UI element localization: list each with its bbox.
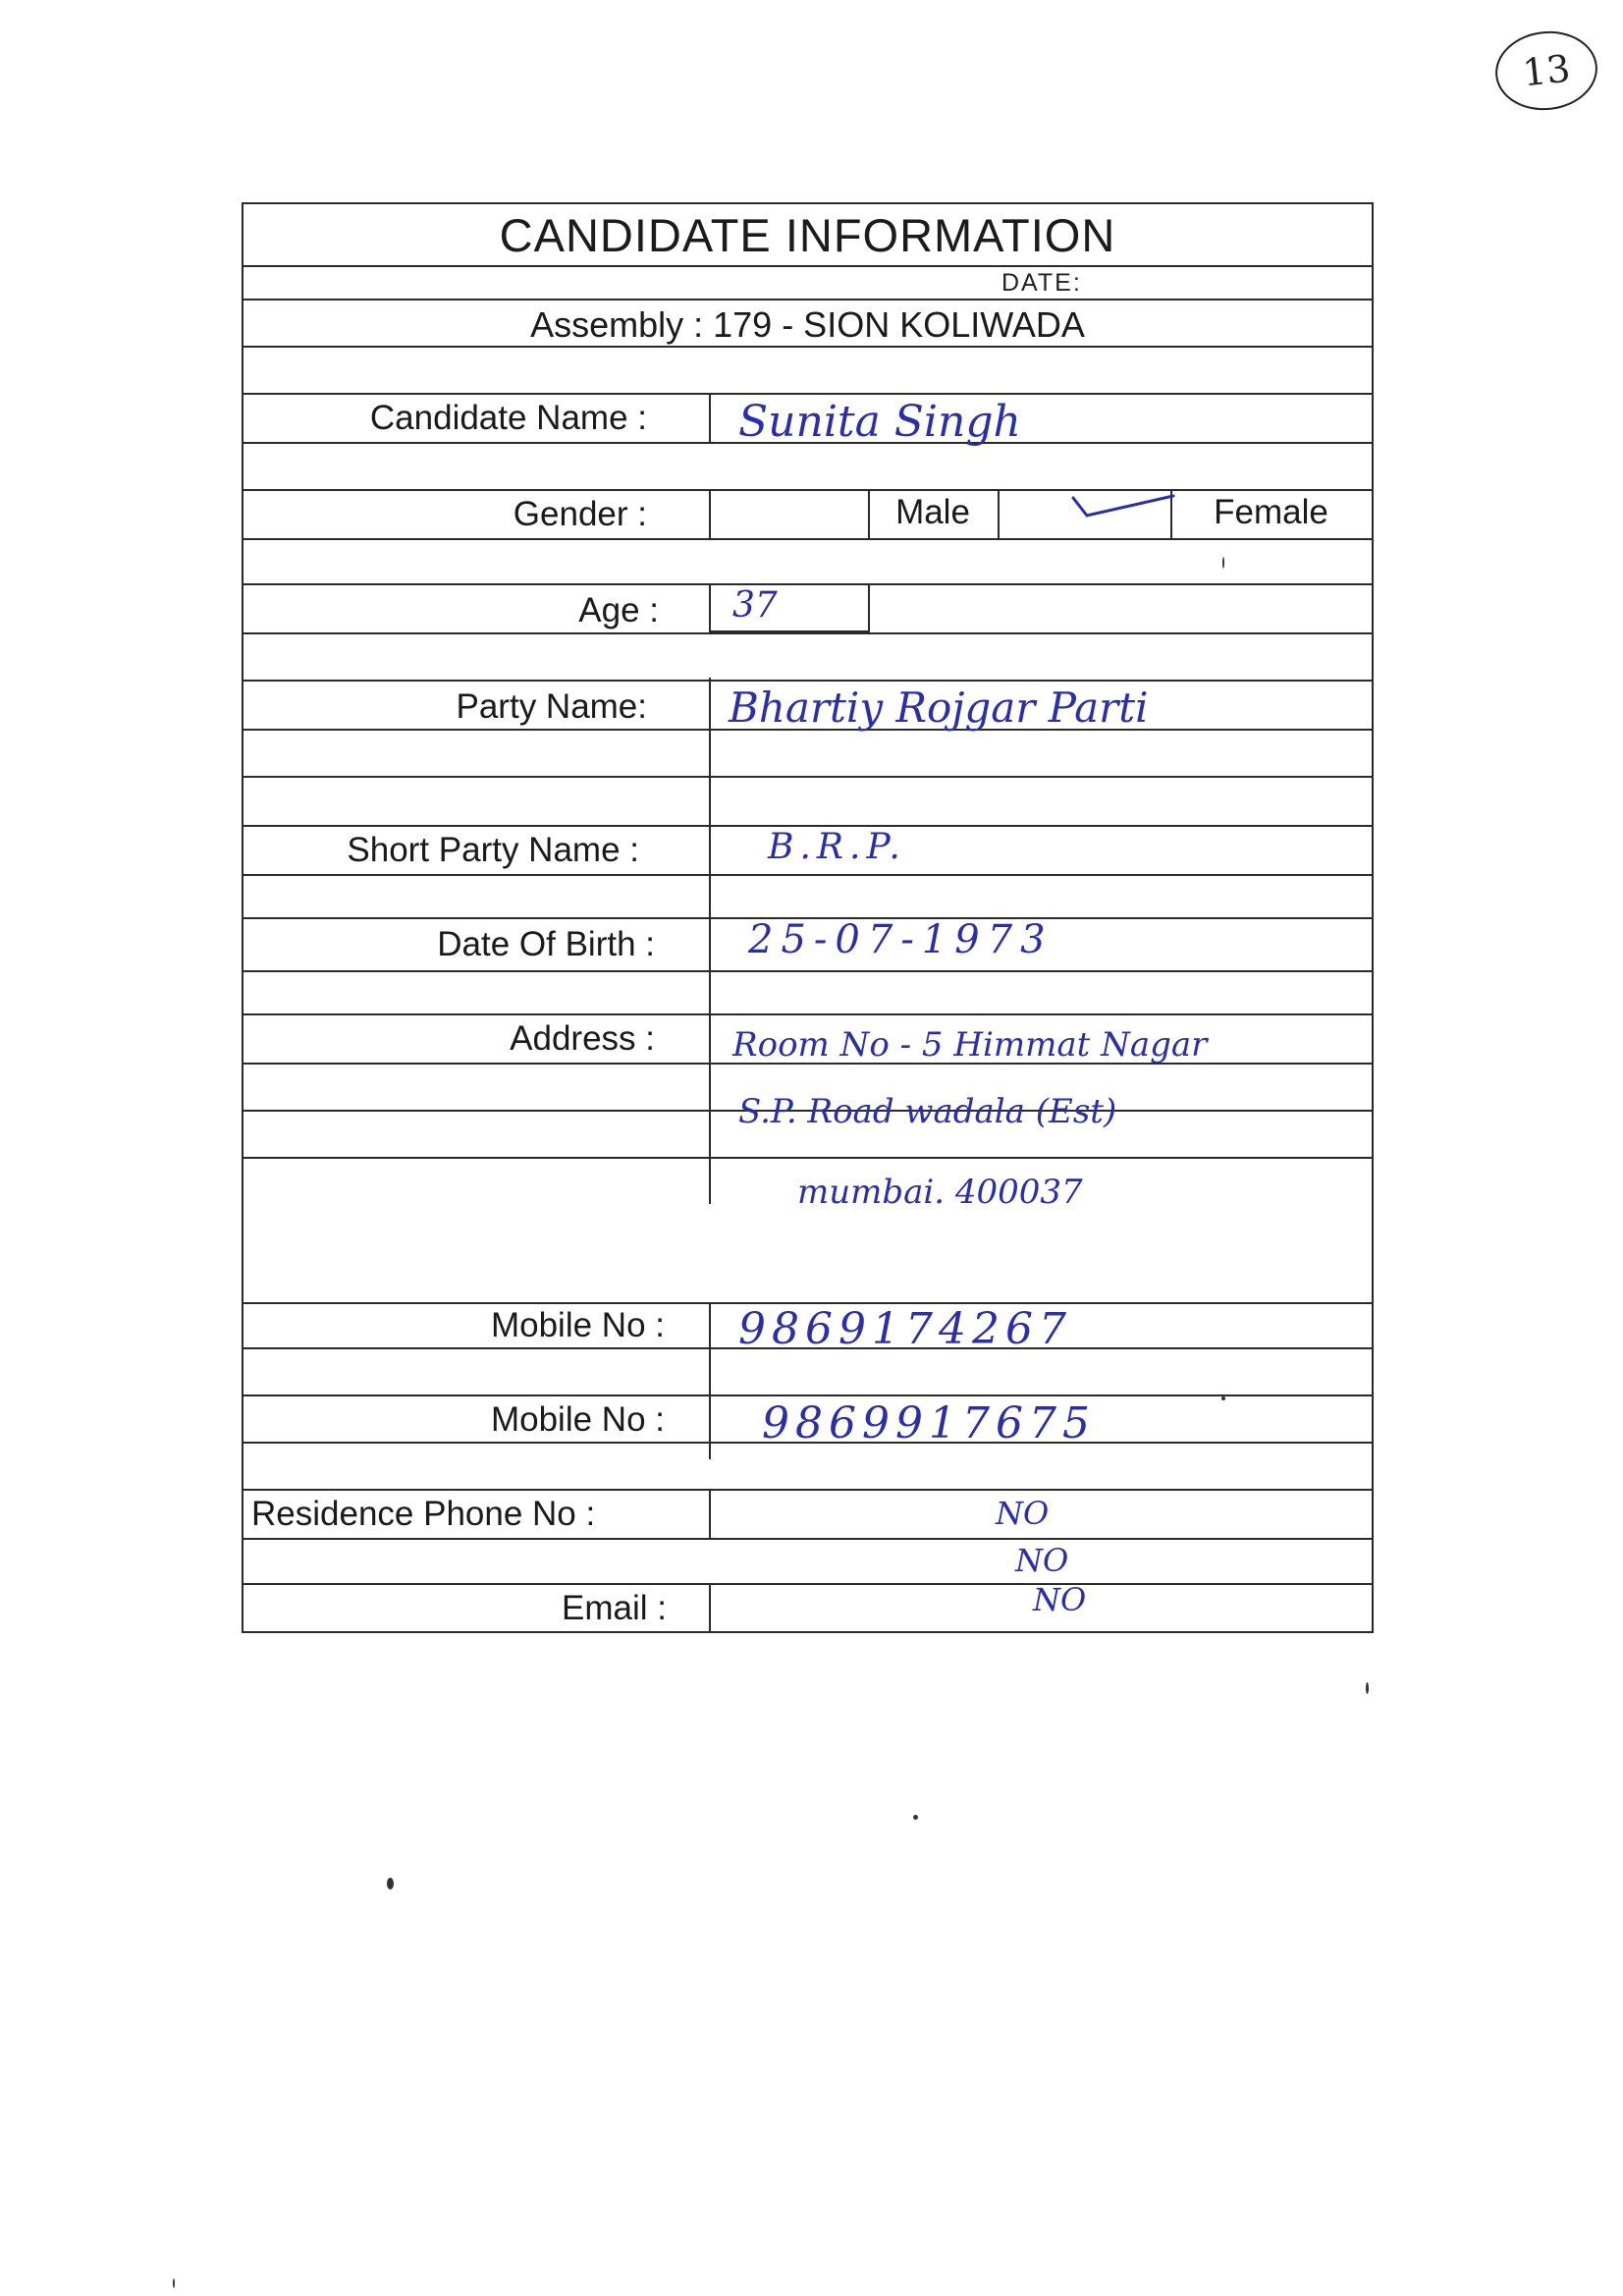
rule	[242, 299, 1374, 301]
rule	[242, 1489, 1374, 1491]
age-value: 37	[732, 585, 778, 626]
form-top-border	[242, 202, 1374, 204]
candidate-name-label: Candidate Name :	[369, 399, 647, 437]
rule	[242, 776, 1374, 778]
rule	[242, 489, 1374, 491]
col-divider	[998, 489, 1000, 538]
female-tick-mark-icon	[1069, 492, 1177, 521]
rule	[242, 346, 1374, 348]
dob-label: Date Of Birth :	[437, 925, 655, 963]
party-name-label: Party Name:	[456, 687, 647, 726]
col-divider	[709, 393, 711, 442]
page-number: 13	[1520, 46, 1573, 95]
col-divider	[709, 489, 711, 538]
col-divider	[709, 1489, 711, 1540]
female-option: Female	[1214, 493, 1328, 531]
candidate-information-form	[242, 202, 1374, 1633]
rule	[242, 1583, 1374, 1585]
candidate-name-value: Sunita Singh	[738, 397, 1021, 447]
rule	[242, 632, 1374, 634]
rule	[242, 265, 1374, 267]
residence-phone-extra-value: NO	[1015, 1542, 1069, 1579]
rule	[242, 393, 1374, 395]
short-party-name-label: Short Party Name :	[347, 831, 639, 869]
email-value: NO	[1033, 1581, 1087, 1618]
mobile-1-label: Mobile No :	[490, 1306, 665, 1344]
rule	[242, 1538, 1374, 1540]
assembly-line: Assembly : 179 - SION KOLIWADA	[530, 304, 1085, 345]
rule	[242, 1394, 1374, 1396]
rule	[242, 1157, 1374, 1159]
rule	[242, 538, 1374, 540]
address-label: Address :	[510, 1019, 655, 1058]
party-name-value: Bhartiy Rojgar Parti	[729, 683, 1149, 732]
rule	[242, 680, 1374, 682]
age-label: Age :	[578, 591, 659, 629]
address-line-1: Room No - 5 Himmat Nagar	[732, 1025, 1208, 1065]
residence-phone-label: Residence Phone No :	[251, 1495, 596, 1533]
rule	[242, 970, 1374, 972]
form-bottom-border	[242, 1631, 1374, 1633]
address-line-2: S.P. Road wadala (Est)	[738, 1092, 1117, 1131]
gender-label: Gender :	[513, 495, 647, 533]
address-line-3: mumbai. 400037	[797, 1173, 1083, 1212]
form-title: CANDIDATE INFORMATION	[499, 209, 1116, 261]
short-party-name-value: B.R.P.	[768, 827, 906, 867]
residence-phone-value: NO	[996, 1495, 1050, 1532]
mobile-1-value: 9869174267	[738, 1304, 1072, 1354]
male-option: Male	[895, 493, 970, 531]
col-divider	[709, 678, 711, 1204]
col-divider	[709, 1302, 711, 1459]
rule	[242, 1013, 1374, 1015]
mobile-2-label: Mobile No :	[490, 1400, 665, 1439]
mobile-2-value: 9869917675	[762, 1398, 1096, 1449]
page-number-circle	[1491, 27, 1601, 115]
date-label: DATE:	[1001, 269, 1082, 297]
rule	[242, 874, 1374, 876]
dob-value: 25-07-1973	[748, 917, 1054, 962]
col-divider	[709, 1583, 711, 1632]
email-label: Email :	[562, 1589, 667, 1627]
